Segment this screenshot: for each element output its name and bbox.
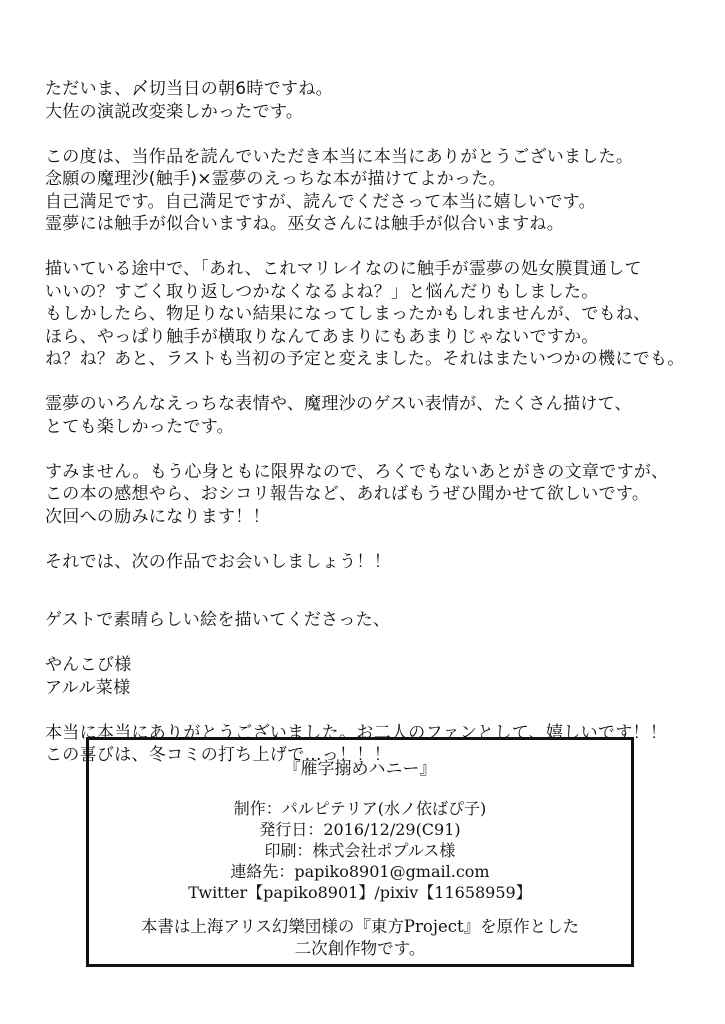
text-line: ほら、やっぱり触手が横取りなんてあまりにもあまりじゃないですか。: [45, 326, 599, 347]
text-line: 自己満足です。自己満足ですが、読んでくださって本当に嬉しいです。: [45, 191, 596, 212]
publication-info: [89, 798, 631, 903]
circle-credit: 制作：パルピテリア(水ノ依ばぴ子): [233, 799, 487, 818]
text-line: それでは、次の作品でお会いしましょう！！: [45, 551, 391, 572]
social-accounts: Twitter【papiko8901】/pixiv【11658959】: [188, 883, 532, 902]
text-line: この喜びは、冬コミの打ち上げで…っ！！！: [45, 745, 391, 765]
text-line: もしかしたら、物足りない結果になってしまったかもしれませんが、でもね、: [45, 304, 651, 324]
afterword-paragraph: [45, 609, 705, 632]
text-line: ゲストで素晴らしい絵を描いてくださった、: [45, 610, 391, 630]
afterword-paragraph: [45, 78, 705, 123]
colophon-box: [86, 737, 634, 967]
text-line: この本の感想やら、おシコリ報告など、あればもうぜひ聞かせて欲しいです。: [45, 484, 650, 504]
text-line: 描いている途中で、「あれ、これマリレイなのに触手が霊夢の処女膜貫通して: [45, 259, 642, 279]
guest-name: やんこび様: [45, 655, 132, 675]
guest-name: アルル菜様: [45, 677, 131, 698]
afterword-paragraph: [45, 393, 705, 438]
afterword-paragraph: [45, 258, 705, 371]
text-line: 霊夢のいろんなえっちな表情や、魔理沙のゲスい表情が、たくさん描けて、: [45, 394, 632, 414]
text-line: ね？ね？あと、ラストも当初の予定と変えました。それはまたいつかの機にでも。: [45, 349, 685, 369]
text-line: 次回への励みになります！！: [45, 506, 270, 527]
text-line: 霊夢には触手が似合いますね。巫女さんには触手が似合いますね。: [45, 214, 564, 234]
afterword-paragraph: [45, 461, 705, 529]
text-line: ただいま、〆切当日の朝6時ですね。: [45, 79, 333, 99]
text-line: この度は、当作品を読んでいただき本当に本当にありがとうございました。: [45, 146, 634, 167]
guest-list: [45, 654, 705, 699]
text-line: とても楽しかったです。: [45, 416, 234, 437]
text-line: 大佐の演説改変楽しかったです。: [45, 101, 304, 122]
book-title: 『雁字搦めハニー』: [283, 759, 437, 779]
text-line: 念願の魔理沙(触手)×霊夢のえっちな本が描けてよかった。: [45, 169, 506, 189]
publish-date: 発行日：2016/12/29(C91): [259, 820, 461, 839]
afterword-paragraph: [45, 551, 705, 574]
printer-credit: 印刷：株式会社ポプルス様: [264, 841, 456, 860]
notice-line: 二次創作物です。: [294, 939, 426, 958]
notice-line: 本書は上海アリス幻樂団様の『東方Project』を原作とした: [140, 917, 580, 936]
afterword-paragraph: [45, 146, 705, 236]
text-line: すみません。もう心身ともに限界なので、ろくでもないあとがきの文章ですが、: [45, 461, 669, 482]
contact-email: 連絡先：papiko8901@gmail.com: [230, 862, 490, 881]
text-line: 本当に本当にありがとうございました。お二人のファンとして、嬉しいです！！: [45, 722, 668, 743]
text-line: いいの？すごく取り返しつかなくなるよね？」と悩んだりもしました。: [45, 281, 599, 302]
afterword-text: [45, 78, 705, 789]
derivative-notice: [89, 916, 631, 960]
